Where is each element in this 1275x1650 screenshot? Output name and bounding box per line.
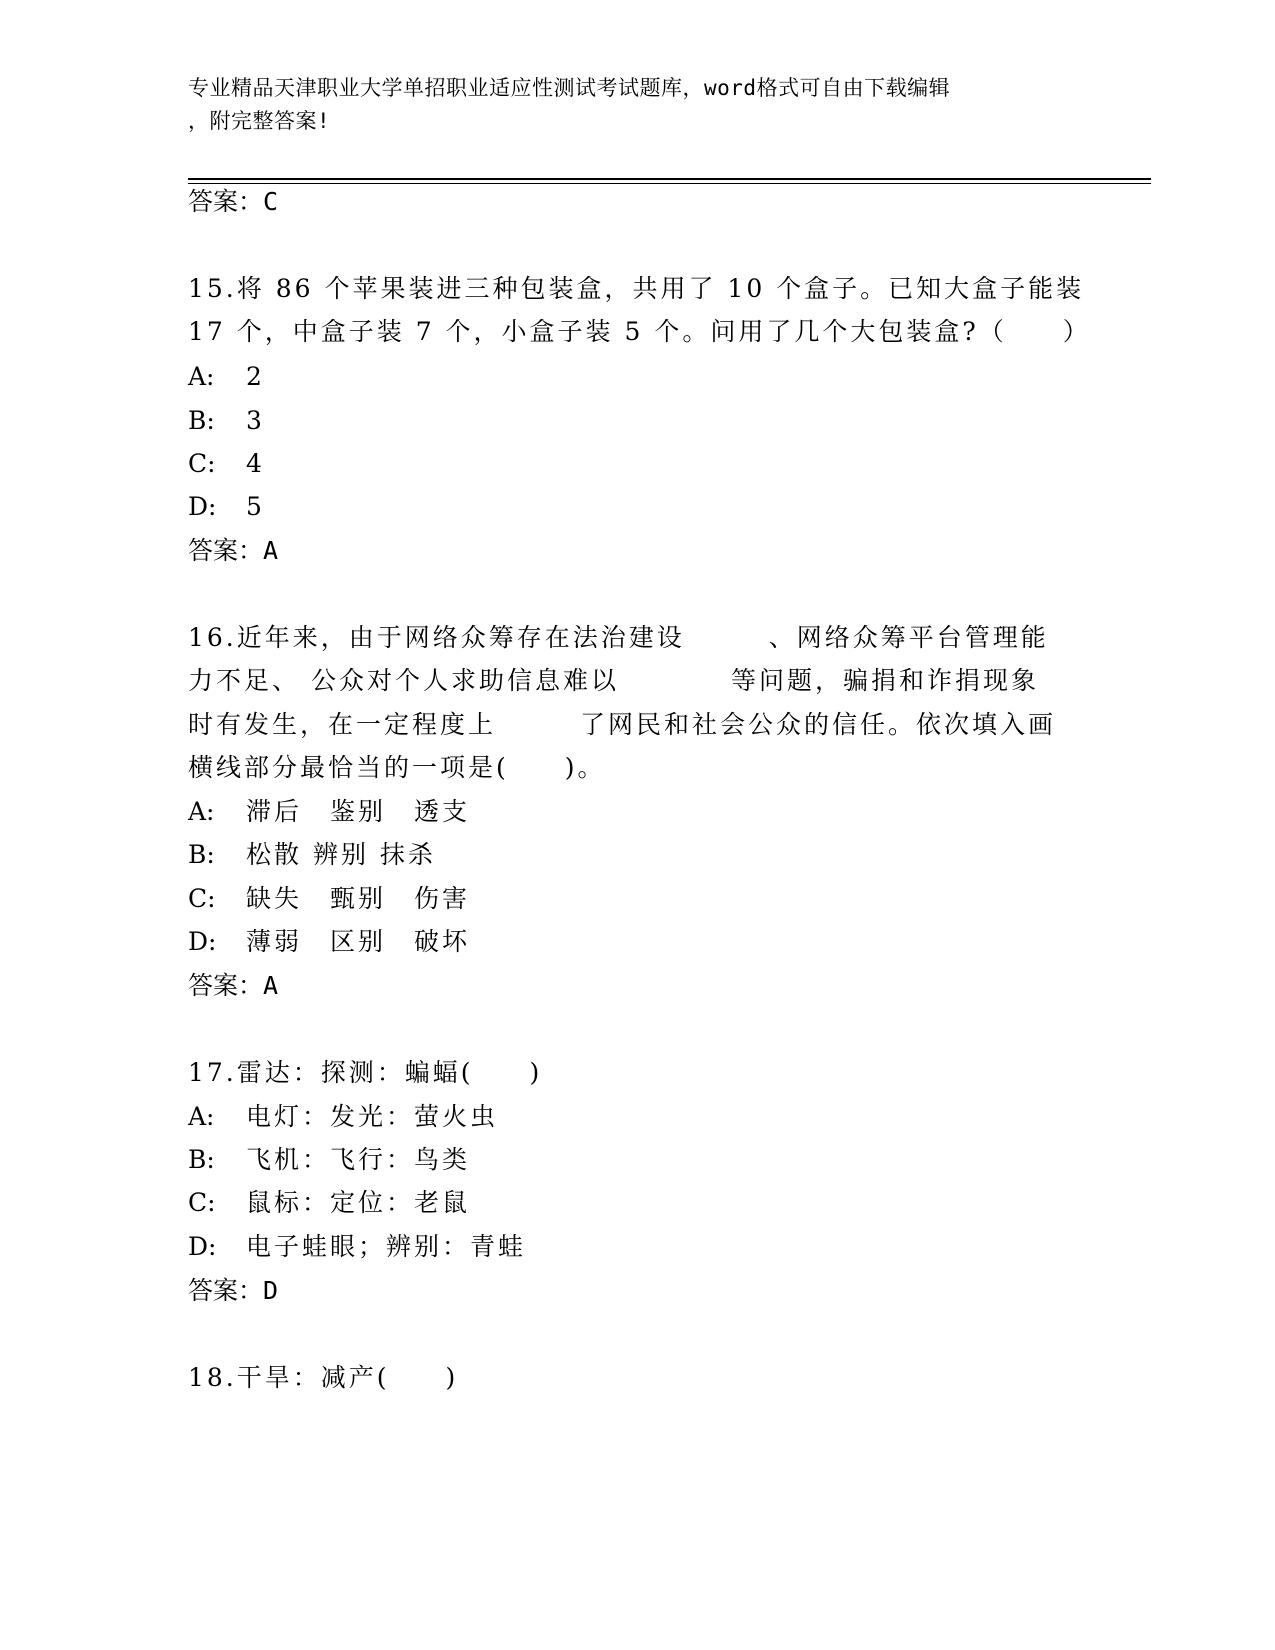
- header-rule-thin: [188, 183, 1151, 184]
- answer-q17: 答案：D: [188, 1276, 279, 1305]
- option-letter: B:: [188, 406, 215, 435]
- option-text: 5: [246, 492, 265, 521]
- q18-line-1: 18.干旱：减产( ): [188, 1363, 459, 1392]
- q15-option-a: [188, 360, 265, 394]
- q15-line-1: 15.将 86 个苹果装进三种包装盒，共用了 10 个盒子。已知大盒子能装: [188, 274, 1085, 303]
- q17-line-1: 17.雷达：探测：蝙蝠( ): [188, 1058, 543, 1087]
- q16-line-1: 16.近年来，由于网络众筹存在法治建设 、网络众筹平台管理能: [188, 623, 1049, 652]
- document-header: [188, 72, 1068, 138]
- q16-line-3: 时有发生，在一定程度上 了网民和社会公众的信任。依次填入画: [188, 710, 1057, 739]
- option-letter: C:: [188, 884, 216, 913]
- q17-option-d: [188, 1230, 526, 1264]
- option-letter: B:: [188, 1145, 215, 1174]
- q17-option-b: [188, 1143, 470, 1177]
- option-text: 电子蛙眼；辨别：青蛙: [246, 1232, 527, 1261]
- option-text: 滞后 鉴别 透支: [246, 797, 471, 826]
- q16-line-2: 力不足、 公众对个人求助信息难以 等问题，骗捐和诈捐现象: [188, 666, 1039, 695]
- q16-option-a: [188, 795, 470, 829]
- q15-option-d: [188, 490, 265, 524]
- q16-option-b: [188, 838, 436, 872]
- answer-q15: 答案：A: [188, 536, 279, 565]
- option-letter: A:: [188, 797, 215, 826]
- option-text: 松散 辨别 抹杀: [246, 840, 436, 869]
- option-text: 3: [246, 406, 265, 435]
- option-text: 飞机：飞行：鸟类: [246, 1145, 471, 1174]
- q16-line-4: 横线部分最恰当的一项是( )。: [188, 753, 606, 782]
- q16-option-c: [188, 882, 470, 916]
- q15-line-2: 17 个，中盒子装 7 个，小盒子装 5 个。问用了几个大包装盒?（ ）: [188, 317, 1091, 346]
- answer-q16: 答案：A: [188, 971, 279, 1000]
- option-letter: A:: [188, 362, 215, 391]
- header-line-1: 专业精品天津职业大学单招职业适应性测试考试题库，word格式可自由下载编辑: [188, 76, 951, 100]
- option-letter: D:: [188, 1232, 217, 1261]
- q17-option-a: [188, 1100, 498, 1134]
- q15-option-b: [188, 404, 265, 438]
- q17-option-c: [188, 1186, 470, 1220]
- q16-option-d: [188, 925, 470, 959]
- option-letter: A:: [188, 1102, 215, 1131]
- option-letter: D:: [188, 927, 217, 956]
- header-rule-thick: [188, 178, 1151, 180]
- option-text: 4: [246, 449, 265, 478]
- option-text: 鼠标：定位：老鼠: [246, 1188, 471, 1217]
- option-letter: C:: [188, 1188, 216, 1217]
- q15-option-c: [188, 447, 265, 481]
- option-letter: C:: [188, 449, 216, 478]
- option-text: 电灯：发光：萤火虫: [246, 1102, 499, 1131]
- option-text: 缺失 甄别 伤害: [246, 884, 471, 913]
- option-letter: D:: [188, 492, 217, 521]
- option-letter: B:: [188, 840, 215, 869]
- option-text: 2: [246, 362, 265, 391]
- header-line-2: ，附完整答案!: [188, 109, 331, 133]
- option-text: 薄弱 区别 破坏: [246, 927, 471, 956]
- answer-q14: 答案：C: [188, 187, 279, 216]
